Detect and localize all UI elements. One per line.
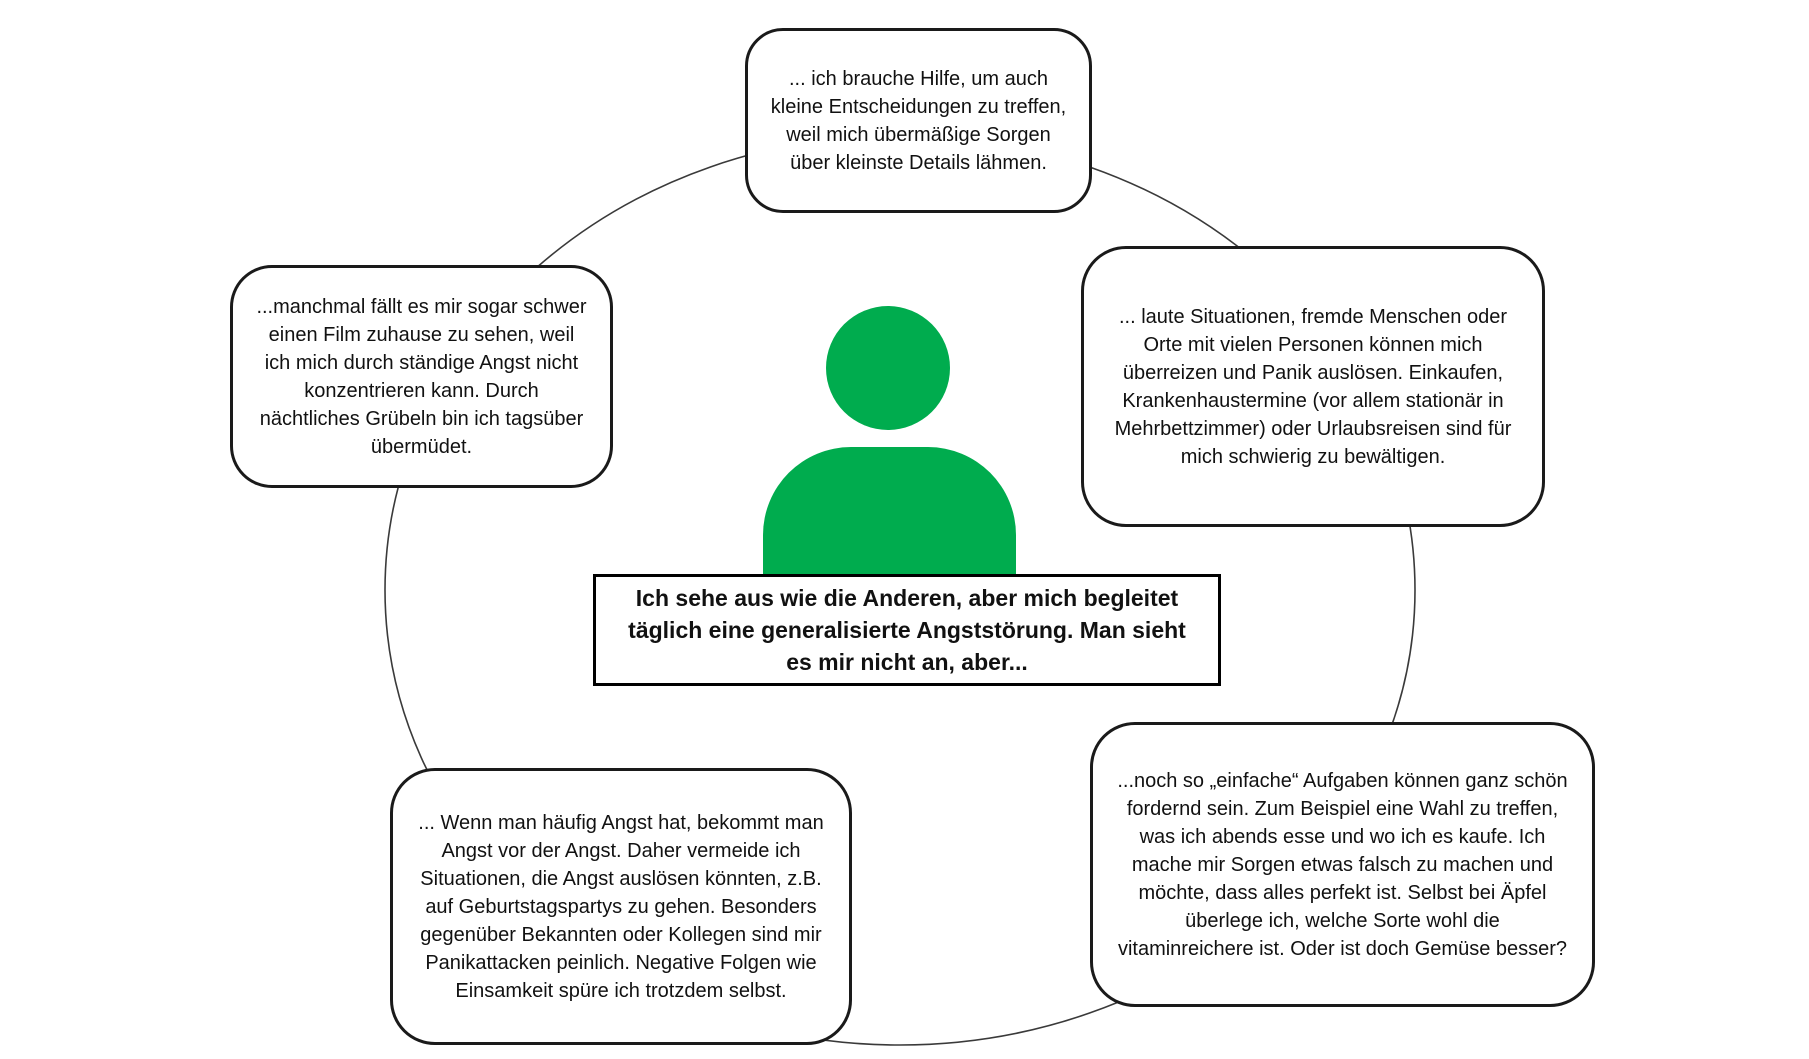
- speech-bubble-left: [230, 265, 613, 488]
- speech-bubble-bottom-left-text: ... Wenn man häufig Angst hat, bekommt man Angst vor der Angst. Daher vermeide ich Situationen, die Angst auslösen könnten, z.B. auf Geburtstagspartys zu gehen. Besonders gegenüber Bekannten oder Kollegen sind mir Panikattacken peinlich. Negative Folgen wie Einsamkeit spüre ich trotzdem selbst.: [418, 811, 824, 1002]
- speech-bubble-top-text: ... ich brauche Hilfe, um auch kleine Entscheidungen zu treffen, weil mich übermäßige Sorgen über kleinste Details lähmen.: [770, 67, 1067, 174]
- speech-bubble-top: [745, 28, 1092, 213]
- center-statement-text: Ich sehe aus wie die Anderen, aber mich begleitet täglich eine generalisierte Angststörung. Man sieht es mir nicht an, aber...: [628, 585, 1186, 675]
- speech-bubble-left-text: ...manchmal fällt es mir sogar schwer einen Film zuhause zu sehen, weil ich mich durch ständige Angst nicht konzentrieren kann. Durch nächtliches Grübeln bin ich tagsüber übermüdet.: [256, 295, 587, 458]
- person-body-icon: [763, 447, 1016, 577]
- speech-bubble-right: [1081, 246, 1545, 527]
- speech-bubble-right-text: ... laute Situationen, fremde Menschen oder Orte mit vielen Personen können mich überreizen und Panik auslösen. Einkaufen, Krankenhaustermine (vor allem stationär in Mehrbettzimmer) oder Urlaubsreisen sind für mich schwierig zu bewältigen.: [1114, 305, 1512, 468]
- speech-bubble-bottom-right: [1090, 722, 1595, 1007]
- speech-bubble-bottom-right-text: ...noch so „einfache“ Aufgaben können ganz schön fordernd sein. Zum Beispiel eine Wahl zu treffen, was ich abends esse und wo ich es kaufe. Ich mache mir Sorgen etwas falsch zu machen und möchte, dass alles perfekt ist. Selbst bei Äpfel überlege ich, welche Sorte wohl die vitaminreichere ist. Oder ist doch Gemüse besser?: [1117, 769, 1568, 960]
- person-head-icon: [826, 306, 950, 430]
- speech-bubble-bottom-left: [390, 768, 852, 1045]
- center-statement-box: [593, 574, 1221, 686]
